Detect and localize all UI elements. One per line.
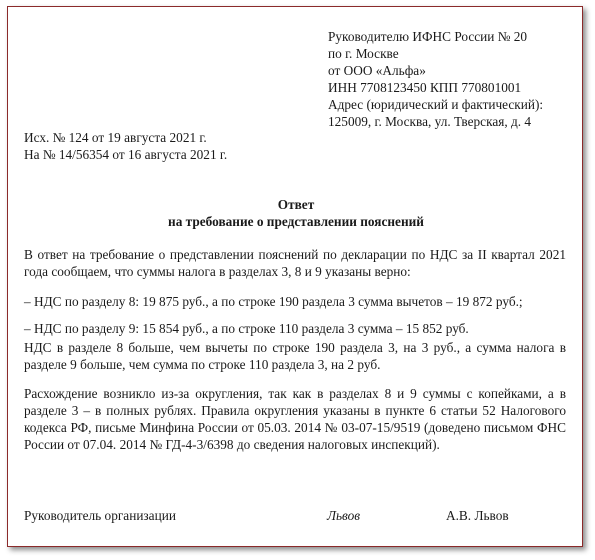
addressee-line: от ООО «Альфа»: [328, 63, 426, 78]
addressee-line: 125009, г. Москва, ул. Тверская, д. 4: [328, 114, 532, 129]
paragraph-intro: В ответ на требование о представлении пояснений по декларации по НДС за II квартал 2021 года сообщаем, что суммы налога в разделах 3, 8 и 9 указаны верно:: [24, 247, 566, 279]
paragraph-section-9: – НДС по разделу 9: 15 854 руб., а по строке 110 раздела 3 сумма – 15 852 руб.: [24, 321, 469, 336]
addressee-line: Руководителю ИФНС России № 20: [328, 29, 528, 44]
addressee-line: Адрес (юридический и фактический):: [328, 97, 544, 112]
paragraph-rounding: Расхождение возникло из-за округления, так как в разделах 8 и 9 суммы с копейками, а в разделе 3 – в полных рублях. Правила округления указаны в пункте 6 статьи 52 Налогового кодекса РФ, письме Минфина России от 05.03. 2014 № 03-07-15/9519 (доведено письмом ФНС России от 07.04. 2014 № ГД-4-3/6398 до сведения налоговых инспекций).: [24, 386, 566, 452]
addressee-block: [328, 28, 543, 130]
document-sheet: [7, 6, 583, 547]
addressee-line: по г. Москве: [328, 46, 399, 61]
outgoing-reference-block: [24, 129, 227, 163]
signatory-name: А.В. Львов: [446, 508, 509, 523]
addressee-line: ИНН 7708123450 КПП 770801001: [328, 80, 522, 95]
paragraph-difference: НДС в разделе 8 больше, чем вычеты по строке 190 раздела 3, на 3 руб., а сумма налога в разделе 9 больше, чем сумма по строке 110 раздела 3, на 2 руб.: [24, 340, 566, 372]
outgoing-number: Исх. № 124 от 19 августа 2021 г.: [24, 130, 207, 145]
handwritten-signature: Львов: [327, 508, 361, 523]
paragraph-section-8: – НДС по разделу 8: 19 875 руб., а по строке 190 раздела 3 сумма вычетов – 19 872 руб.;: [24, 294, 523, 309]
signatory-role: Руководитель организации: [24, 508, 176, 523]
document-subtitle: на требование о представлении пояснений: [168, 214, 424, 229]
document-title: Ответ: [277, 197, 315, 212]
reply-to-number: На № 14/56354 от 16 августа 2021 г.: [24, 147, 228, 162]
